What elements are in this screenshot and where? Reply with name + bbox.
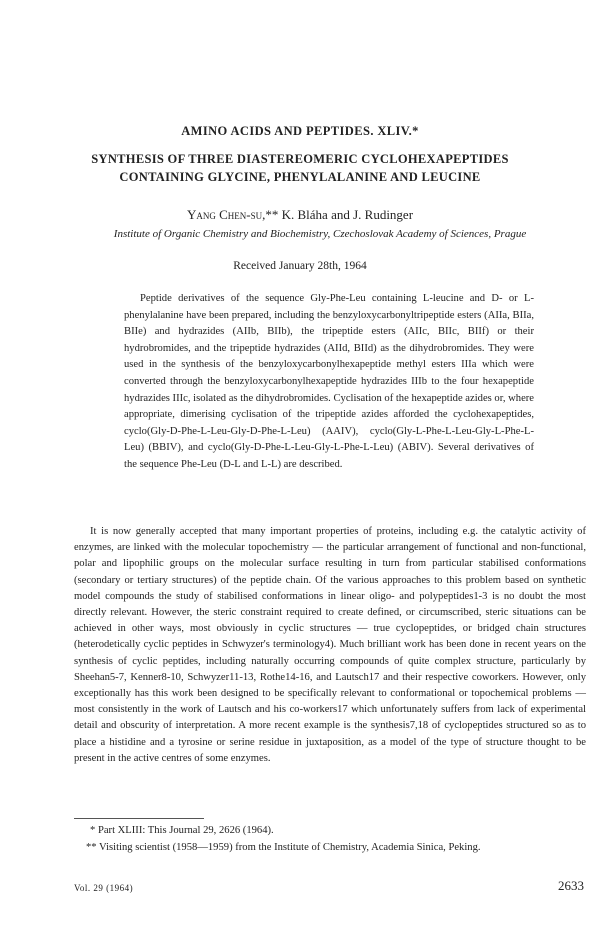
affiliation: Institute of Organic Chemistry and Biochemistry, Czechoslovak Academy of Sciences, Prague (113, 228, 527, 240)
page-number: 2633 (558, 878, 584, 893)
body-paragraph: It is now generally accepted that many important properties of proteins, including e.g. the catalytic activity of enzymes, are linked with the molecular topochemistry — the particular arrangement of functional and non-functional, polar and lipophilic groups on the molecular surface resulting in turn from particular stabilised conformations (secondary or tertiary structures) of the peptide chain. Of the various approaches to this problem based on synthetic model compounds the study of stabilised conformations in linear oligo- and polypeptides1-3 is no doubt the most directly relevant. However, the steric constraint required to create defined, or circumscribed, steric situations can be achieved in other ways, most obviously in cyclic structures — true cyclopeptides, or bridged chain structures (heterodetically cyclic peptides in Schwyzer's terminology4). Much brilliant work has been done in recent years on the synthesis of cyclic peptides, including naturally occurring compounds of quite complex structure, particularly by Sheehan5-7, Kenner8-10, Schwyzer11-13, Rothe14-16, and Lautsch17 and their respective coworkers. However, only exceptionally has this work been designed to be specifically relevant to conformational or topochemical problems — most consistently in the work of Lautsch and his co-workers17 which unfortunately suffers from lack of experimental detail and obscurity of interpretation. A more recent example is the synthesis7,18 of cyclopeptides structured so as to place a histidine and a tyrosine or serine residue in juxtaposition, as a model of the type of structure thought to be present in the active centres of some enzymes. (74, 526, 586, 764)
footnote-1: * Part XLIII: This Journal 29, 2626 (1964). (90, 825, 274, 836)
received-date: Received January 28th, 1964 (233, 260, 367, 272)
volume-info: Vol. 29 (1964) (74, 883, 134, 893)
footnote-rule (74, 818, 204, 819)
author-rest: K. Bláha and J. Rudinger (278, 207, 414, 222)
abstract: Peptide derivatives of the sequence Gly-Phe-Leu containing L-leucine and D- or L-phenylalanine have been prepared, including the benzyloxycarbonyltripeptide esters (AIIa, BIIa, BIIe) and hydrazides (AIIb, BIIb), the tripeptide esters (AIIc, BIIc, BIIf) or their hydrobromides, and the tripeptide hydrazides (AIId, BIId) as the dihydrobromides. They were used in the synthesis of the benzyloxycarbonylhexapeptide methyl esters IIIa which were converted through the benzyloxycarbonylhexapeptide hydrazides IIIb to the four hexapeptide hydrazides IIIc, isolated as the dihydrobromides. Cyclisation of the hexapeptide azides or, where appropriate, dimerising cyclisation of the tripeptide azides afforded the cyclohexapeptides, cyclo(Gly-D-Phe-L-Leu-Gly-D-Phe-L-Leu) (AAIV), cyclo(Gly-L-Phe-L-Leu-Gly-L-Phe-L-Leu) (BBIV), and cyclo(Gly-D-Phe-L-Leu-Gly-L-Phe-L-Leu) (ABIV). Several derivatives of the sequence Phe-Leu (D-L and L-L) are described. (124, 293, 534, 470)
subtitle-line-2: CONTAINING GLYCINE, PHENYLALANINE AND LEUCINE (119, 170, 481, 184)
footnote-2: ** Visiting scientist (1958—1959) from the Institute of Chemistry, Academia Sinica, Peking. (86, 842, 481, 853)
authors (0, 207, 600, 223)
author-first: Yang Chen-su,** (186, 207, 279, 222)
subtitle-line-1: SYNTHESIS OF THREE DIASTEREOMERIC CYCLOHEXAPEPTIDES (91, 152, 509, 166)
article-subtitle (0, 150, 600, 186)
article-title: AMINO ACIDS AND PEPTIDES. XLIV.* (181, 124, 419, 138)
